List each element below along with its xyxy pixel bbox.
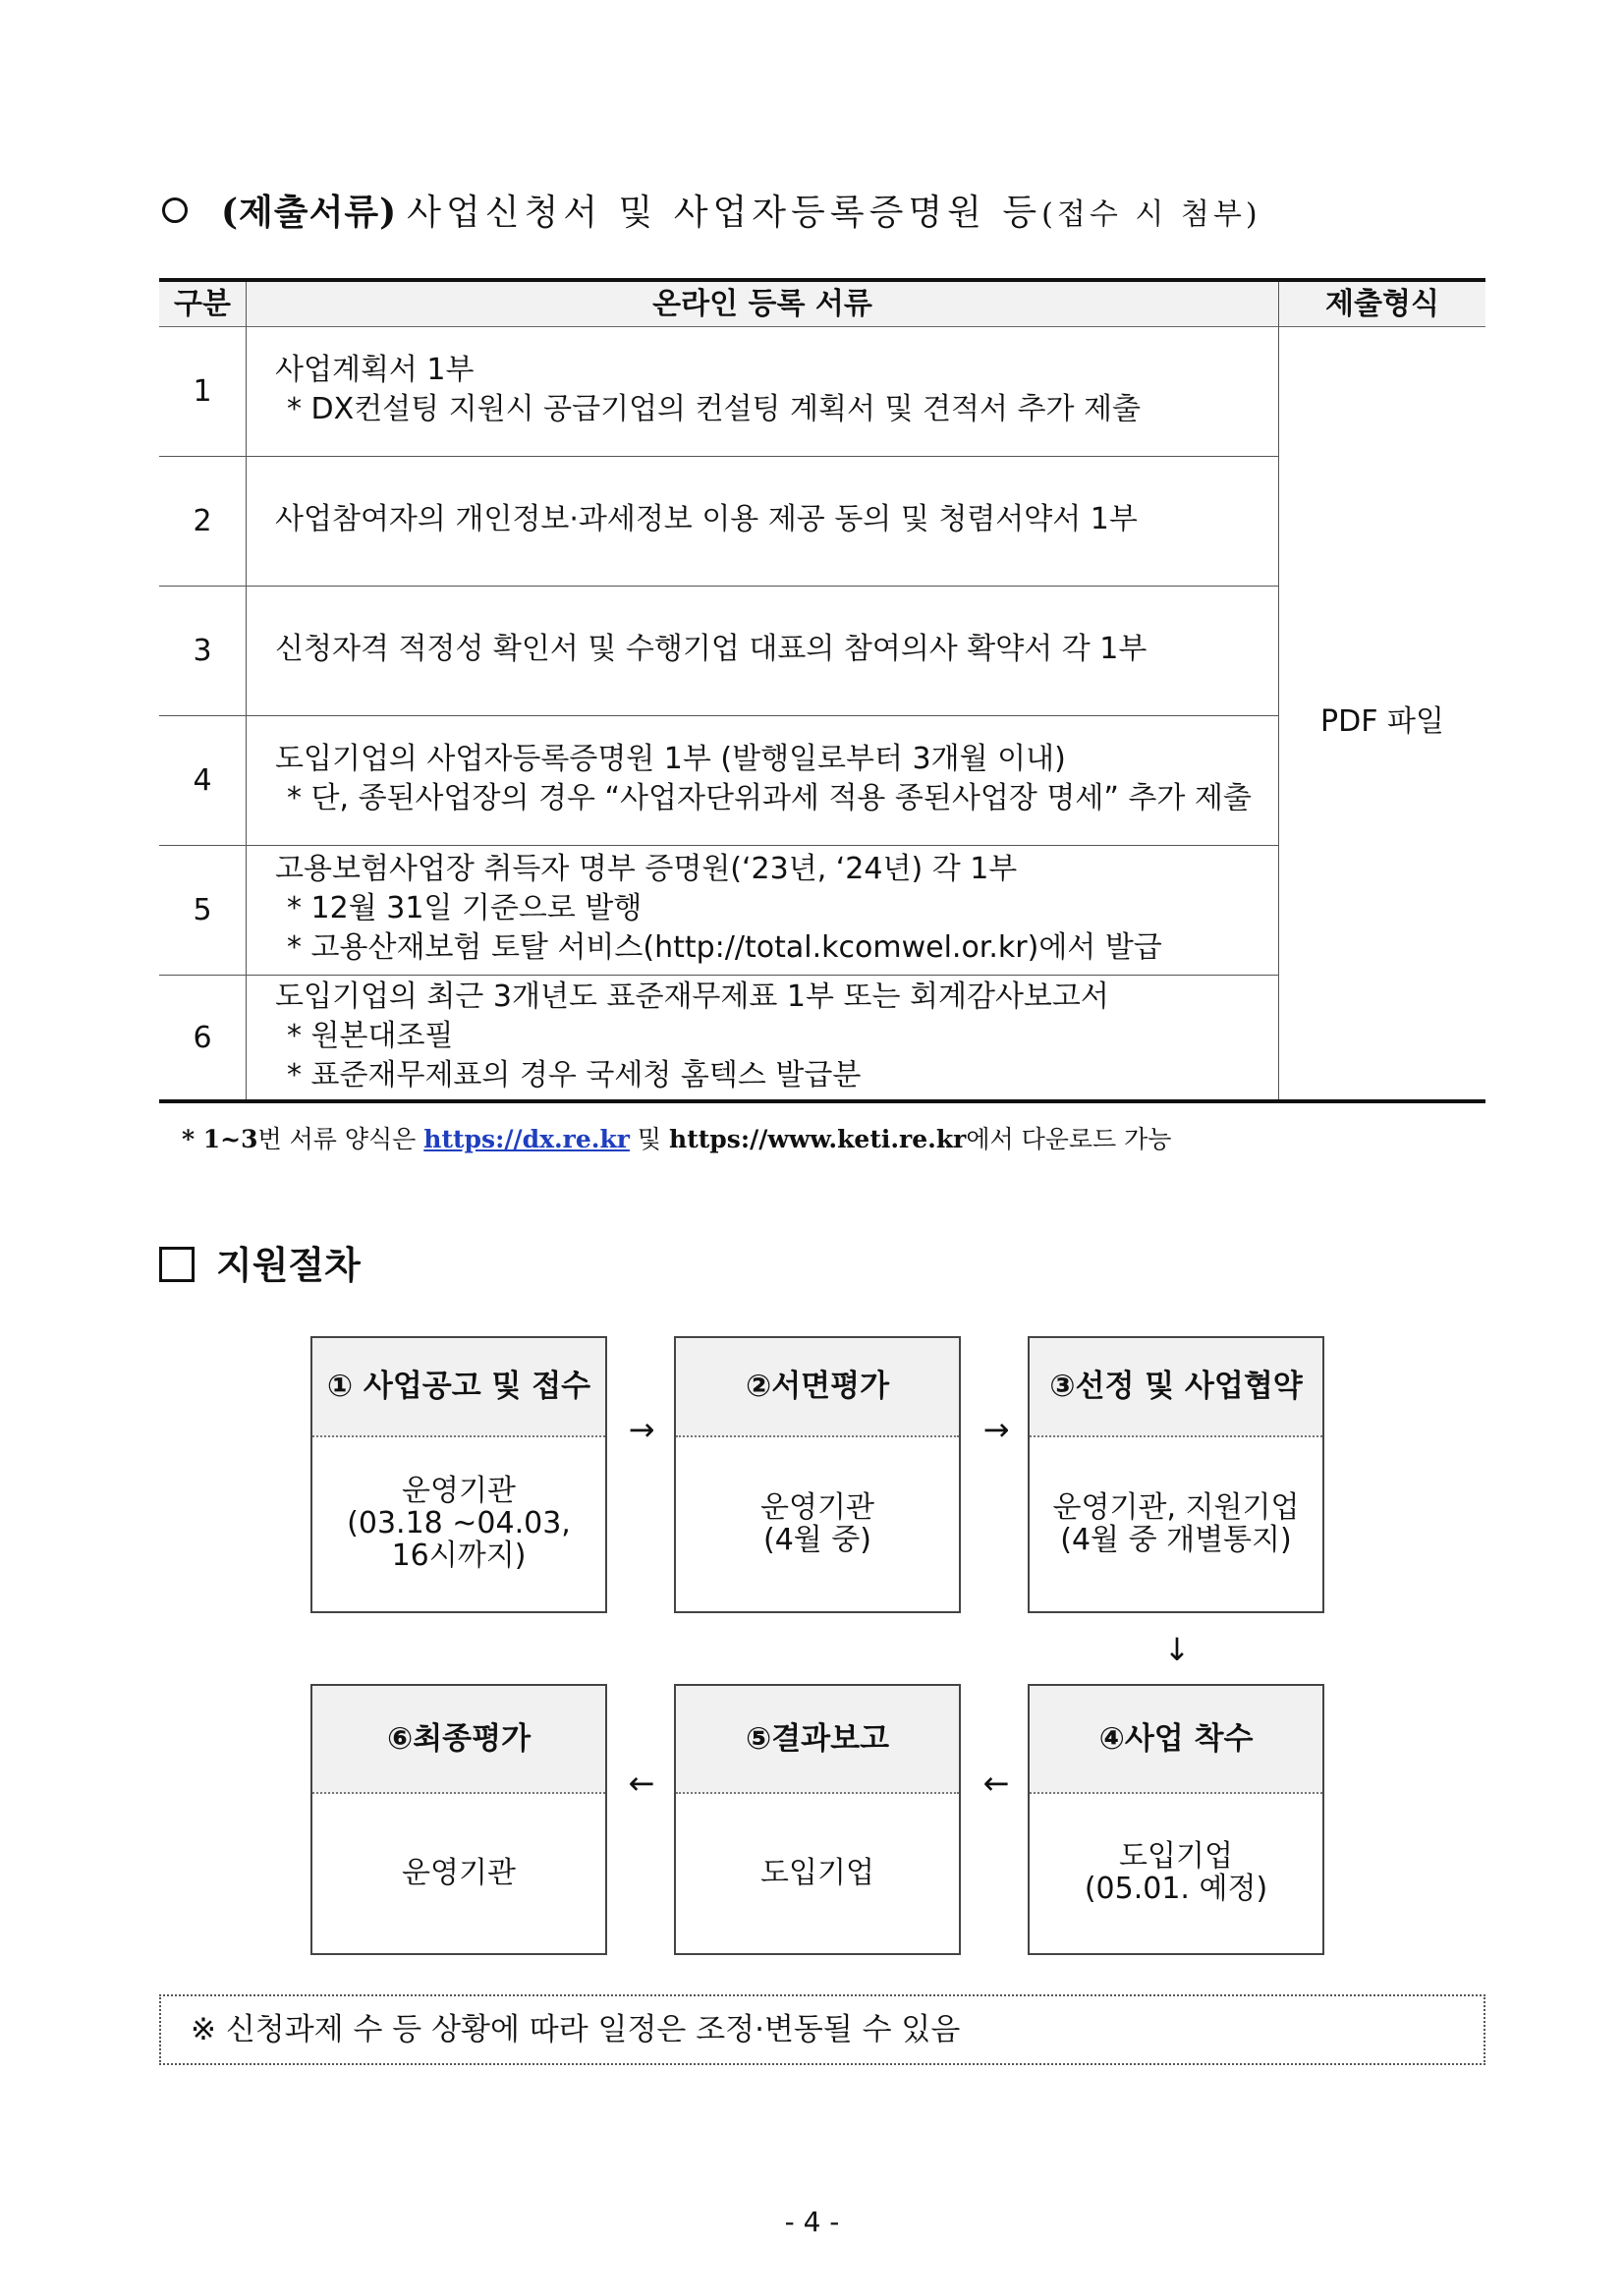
row-number: 4 [193,763,212,798]
step-body [312,1435,605,1611]
page-number: - 4 - [784,2206,840,2238]
table-row [275,500,1434,539]
row-number: 1 [193,374,212,409]
left-arrow-icon: ← [628,1764,655,1802]
row-text: 신청자격 적정성 확인서 및 수행기업 대표의 참여의사 확약서 각 1부 [275,632,1148,666]
footnote-text: 번 서류 양식은 [257,1125,417,1153]
step-2-box [674,1336,961,1613]
step-4-box [1028,1684,1324,1955]
step-body [1030,1435,1322,1611]
step-title: ① 사업공고 및 접수 [312,1338,605,1437]
table-header-format: 제출형식 [1279,282,1485,327]
format-cell: PDF 파일 [1320,704,1444,739]
step-body [312,1792,605,1953]
footnote-text: 및 [637,1125,662,1153]
circle-bullet-icon [162,197,188,223]
table-header-category: 구분 [159,282,246,327]
row-divider [159,845,1278,846]
step-line: 도입기업 [760,1855,874,1890]
step-line: 16시까지) [391,1539,527,1573]
step-line: (03.18 ~04.03, [347,1506,571,1540]
dx-link[interactable]: https://dx.re.kr [423,1125,630,1153]
row-subnote: * 고용산재보험 토탈 서비스(http://total.kcomwel.or.kr)에서 발급 [287,930,1162,965]
step-title: ⑥최종평가 [312,1686,605,1794]
row-divider [159,715,1278,716]
step-6-box [310,1684,607,1955]
step-3-box [1028,1336,1324,1613]
step-line: 운영기관, 지원기업 [1052,1489,1300,1525]
row-text: 도입기업의 사업자등록증명원 1부 (발행일로부터 3개월 이내) [275,742,1066,776]
square-bullet-icon [159,1247,195,1282]
step-line: 운영기관 [402,1474,516,1508]
right-arrow-icon: → [982,1411,1010,1448]
schedule-note: ※ 신청과제 수 등 상황에 따라 일정은 조정·변동될 수 있음 [159,1994,1485,2065]
step-body [676,1435,959,1611]
step-line: 운영기관 [402,1855,516,1890]
step-line: (4월 중 개별통지) [1060,1522,1292,1557]
heading-small: (접수 시 첨부) [1041,197,1261,232]
down-arrow-icon: ↓ [1163,1631,1191,1668]
row-text: 도입기업의 최근 3개년도 표준재무제표 1부 또는 회계감사보고서 [275,980,1109,1014]
support-procedure-title [159,1238,361,1293]
submission-docs-table [159,278,1485,1103]
row-subnote: * 표준재무제표의 경우 국세청 홈텍스 발급분 [287,1058,862,1092]
table-row [275,630,1434,669]
step-5-box [674,1684,961,1955]
row-number: 3 [193,634,212,668]
step-title: ④사업 착수 [1030,1686,1322,1794]
table-row [275,351,1434,429]
row-subnote: * DX컨설팅 지원시 공급기업의 컨설팅 계획서 및 견적서 추가 제출 [287,392,1141,426]
left-arrow-icon: ← [982,1764,1010,1802]
step-title: ⑤결과보고 [676,1686,959,1794]
step-line: 도입기업 [1119,1839,1233,1874]
table-footnote [182,1120,1171,1155]
row-subnote: * 원본대조필 [287,1019,454,1053]
step-line: (05.01. 예정) [1084,1872,1268,1906]
row-text: 사업참여자의 개인정보·과세정보 이용 제공 동의 및 청렴서약서 1부 [275,502,1138,536]
row-number: 6 [193,1021,212,1055]
keti-link[interactable]: https://www.keti.re.kr [669,1125,967,1153]
step-line: (4월 중) [762,1522,871,1557]
row-number: 5 [193,893,212,927]
heading-text: 사업신청서 및 사업자등록증명원 등 [407,193,1042,233]
step-title: ②서면평가 [676,1338,959,1437]
step-title: ③선정 및 사업협약 [1030,1338,1322,1437]
row-text: 고용보험사업장 취득자 명부 증명원(‘23년, ‘24년) 각 1부 [275,852,1018,886]
step-1-box [310,1336,607,1613]
table-row [275,850,1434,968]
row-divider [159,456,1278,457]
step-body [1030,1792,1322,1953]
row-subnote: * 12월 31일 기준으로 발행 [287,891,643,925]
row-divider [159,586,1278,587]
step-line: 운영기관 [760,1489,874,1525]
heading-bold: (제출서류) [221,192,398,233]
footnote-text: 에서 다운로드 가능 [966,1125,1172,1153]
submission-docs-heading [162,183,1341,242]
footnote-prefix: * 1~3 [182,1125,258,1153]
table-header-documents: 온라인 등록 서류 [247,282,1278,327]
table-row [275,978,1434,1095]
row-text: 사업계획서 1부 [275,353,475,387]
right-arrow-icon: → [628,1411,655,1448]
section-title-text: 지원절차 [216,1244,361,1287]
table-row [275,740,1434,818]
table-divider [246,282,247,1099]
step-body [676,1792,959,1953]
row-number: 2 [193,504,212,538]
row-divider [159,975,1278,976]
row-subnote: * 단, 종된사업장의 경우 “사업자단위과세 적용 종된사업장 명세” 추가 제출 [287,781,1252,815]
